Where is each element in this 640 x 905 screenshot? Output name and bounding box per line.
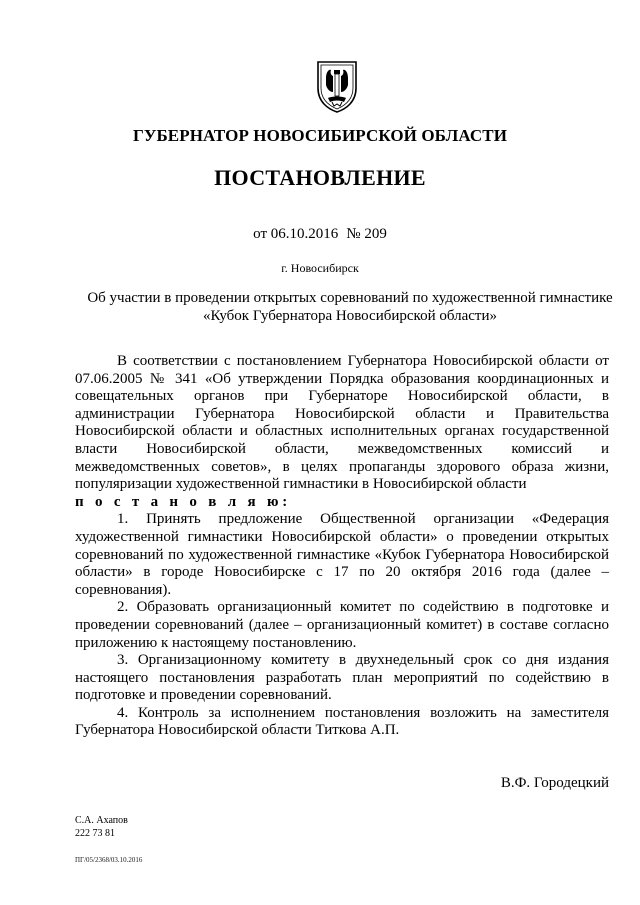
subject-line-1: Об участии в проведении открытых соревнований по художественной гимнастике <box>87 290 613 306</box>
executor-phone: 222 73 81 <box>75 828 115 839</box>
document-subject <box>60 289 640 325</box>
date-number-line <box>0 226 640 243</box>
decree-word-text: п о с т а н о в л я ю <box>75 493 283 510</box>
preamble-paragraph: В соответствии с постановлением Губернатора Новосибирской области от 07.06.2005 № 341 «Об утверждении Порядка образования координационных и совещательных органов при Губернаторе Новосибирской области, в администрации Губернатора Новосибирской области и Правительства Новосибирской области и областных исполнительных органах государственной власти Новосибирской области, межведомственных комиссий и межведомственных советов», в целях пропаганды здорового образа жизни, популяризации художественной гимнастики в Новосибирской области <box>75 353 609 493</box>
list-item: 1. Принять предложение Общественной организации «Федерация художественной гимнастики Новосибирской области» о проведении открытых соревнований по художественной гимнастике «Кубок Губернатора Новосибирской области» в городе Новосибирске с 17 по 20 октября 2016 года (далее – соревнования). <box>75 511 609 598</box>
organization-title: ГУБЕРНАТОР НОВОСИБИРСКОЙ ОБЛАСТИ <box>132 126 508 145</box>
document-date: от 06.10.2016 <box>253 226 339 242</box>
document-body <box>75 353 609 740</box>
document-reference: ПГ/05/2368/03.10.2016 <box>75 856 143 864</box>
document-number: № 209 <box>346 226 387 242</box>
decree-word <box>75 494 609 512</box>
executor-block <box>75 814 128 840</box>
document-type-title: ПОСТАНОВЛЕНИЕ <box>214 165 426 190</box>
list-item: 3. Организационному комитету в двухнедельный срок со дня издания настоящего постановления разработать план мероприятий по содействию в подготовке и проведении соревнований. <box>75 652 609 704</box>
subject-line-2: «Кубок Губернатора Новосибирской области» <box>202 308 498 324</box>
executor-name: С.А. Ахапов <box>75 815 128 826</box>
city-line: г. Новосибирск <box>281 261 359 275</box>
list-item: 2. Образовать организационный комитет по содействию в подготовке и проведении соревнований (далее – организационный комитет) в составе согласно приложению к настоящему постановлению. <box>75 599 609 651</box>
decree-colon: : <box>282 493 292 510</box>
list-item: 4. Контроль за исполнением постановления возложить на заместителя Губернатора Новосибирской области Титкова А.П. <box>75 704 609 739</box>
signature-name: В.Ф. Городецкий <box>500 775 609 791</box>
novosibirsk-coat-of-arms-icon <box>314 58 360 114</box>
